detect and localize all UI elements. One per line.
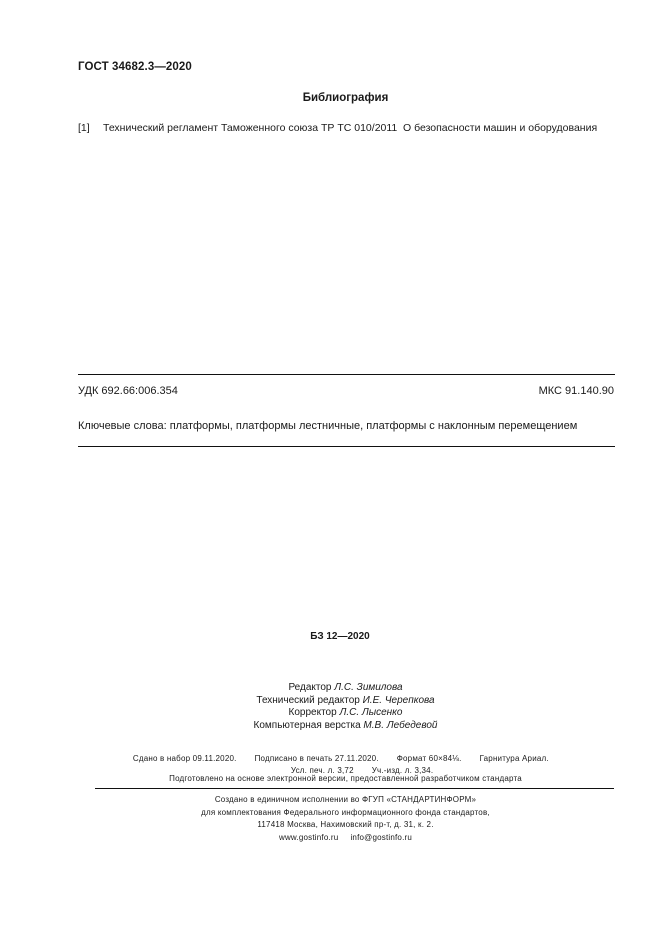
credit-editor: Редактор Л.С. Зимилова [288,682,403,693]
publisher-line1: Создано в единичном исполнении во ФГУП «СТАНДАРТИНФОРМ» [214,795,477,804]
paper-format: Формат 60×84⅛. [396,754,462,763]
credit-layout: Компьютерная верстка М.В. Лебедевой [253,719,438,731]
submitted-date: Сдано в набор 09.11.2020. [132,754,237,763]
email-link[interactable]: info@gostinfo.ru [350,832,413,842]
website-link[interactable]: www.gostinfo.ru [278,832,339,842]
credit-tech-editor: Технический редактор И.Е. Черепкова [256,694,435,706]
print-info-line2 [286,757,433,775]
publisher-line2: для комплектования Федерального информационного фонда стандартов, [201,807,490,817]
entry-number: [1] [78,122,90,134]
entry-description: О безопасности машин и оборудования [403,122,598,134]
bibliography-title: Библиография [302,92,389,104]
keywords: Ключевые слова: платформы, платформы лестничные, платформы с наклонным перемещением [78,420,578,432]
bz-number: БЗ 12—2020 [310,631,370,642]
typeface: Гарнитура Ариал. [479,754,549,763]
divider-keywords [78,446,615,447]
credit-corrector: Корректор Л.С. Лысенко [288,707,403,718]
mks-code: МКС 91.140.90 [538,385,614,397]
publisher-address: 117418 Москва, Нахимовский пр-т, д. 31, к. 2. [257,820,434,829]
signed-date: Подписано в печать 27.11.2020. [254,754,379,763]
bibliography-entry [78,122,618,136]
divider-top [78,374,615,375]
print-sheets: Усл. печ. л. 3,72 [290,766,354,775]
entry-title: Технический регламент Таможенного союза ТР ТС 010/2011 [103,122,398,134]
udk-code: УДК 692.66:006.354 [78,385,178,397]
publisher-sheets: Уч.-изд. л. 3,34. [371,766,434,775]
publisher-contacts [0,832,661,845]
publisher-block [0,794,661,844]
prepared-note: Подготовлено на основе электронной версии, предоставленной разработчиком стандарта [169,774,522,783]
divider-footer [95,788,614,789]
document-code: ГОСТ 34682.3—2020 [78,61,192,73]
credits-block [0,682,661,732]
